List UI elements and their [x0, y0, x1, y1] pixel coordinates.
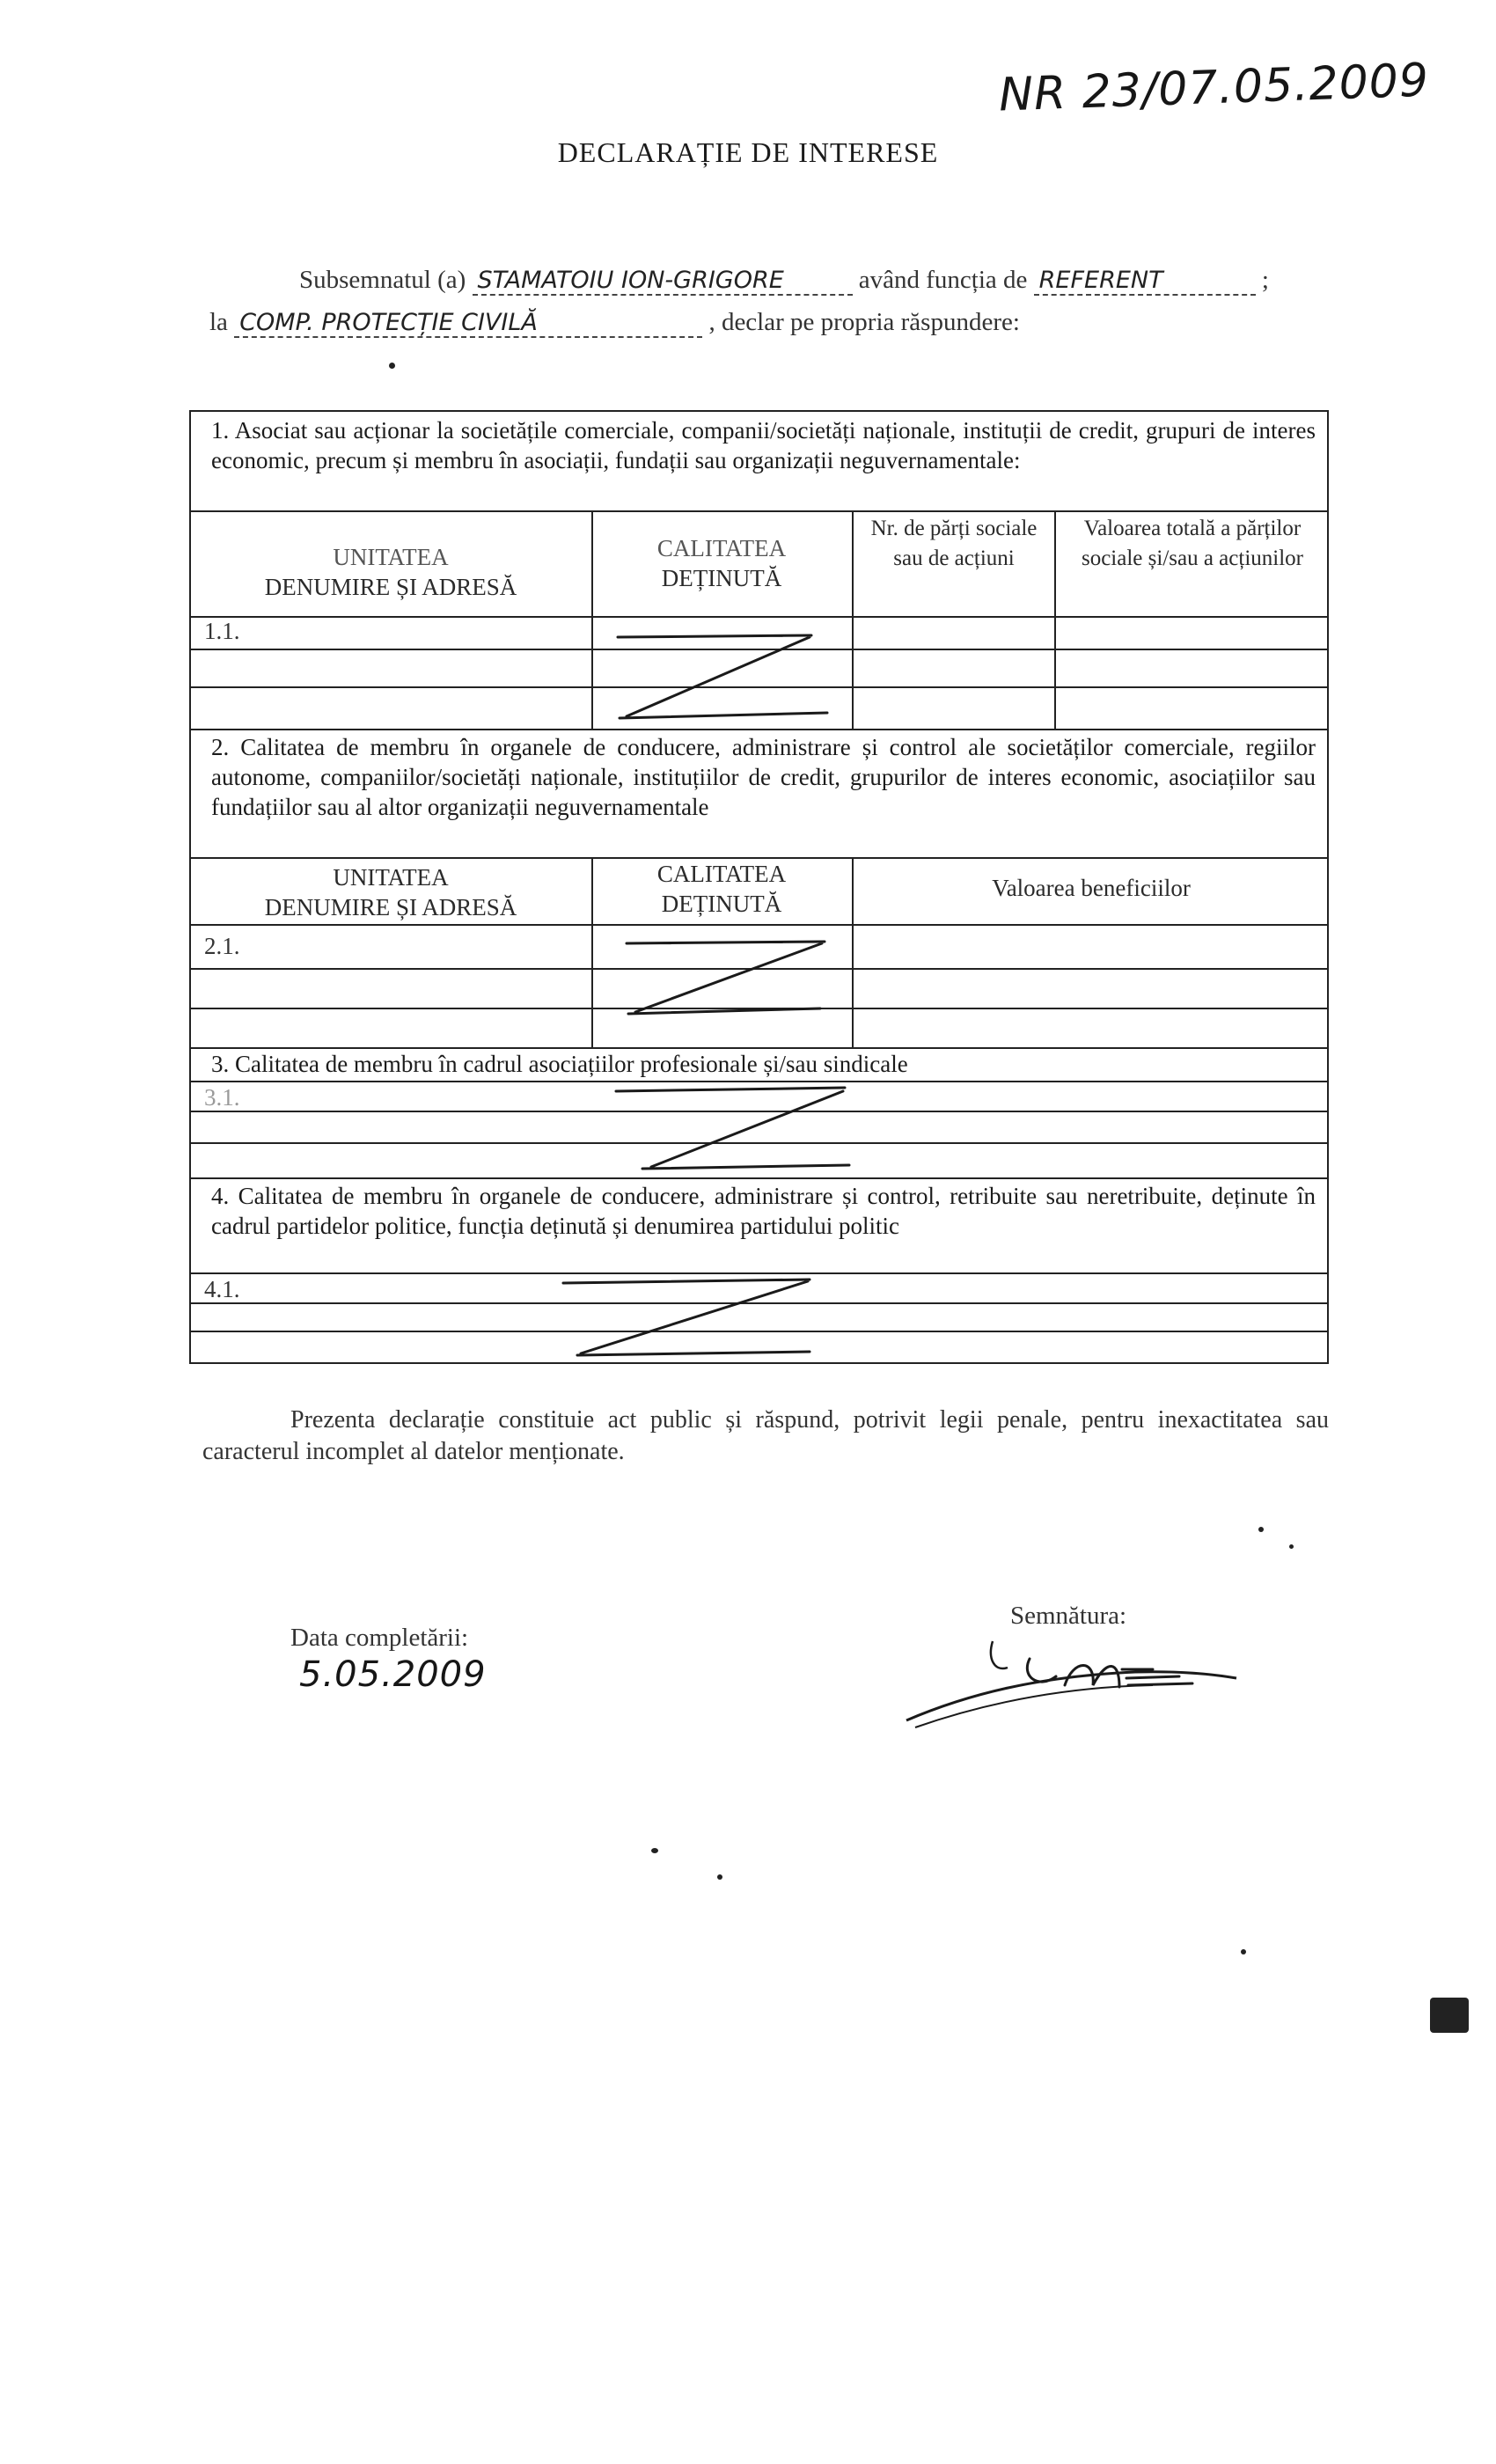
s4-crossed-out-mark	[546, 1267, 836, 1364]
s4-row-label: 4.1.	[204, 1276, 240, 1302]
s1-col-valoarea: Valoarea totală a părților sociale și/sau a acțiunilor	[1081, 517, 1303, 570]
subsemnatul-label: Subsemnatul (a)	[299, 266, 466, 294]
s1-col-calitatea: CALITATEA DEȚINUTĂ	[656, 535, 787, 591]
intro-line-2	[209, 308, 1020, 338]
signature-label: Semnătura:	[1010, 1602, 1127, 1630]
declar-label: , declar pe propria răspundere:	[708, 308, 1020, 336]
s1-col-nr-parti: Nr. de părți sociale sau de acțiuni	[870, 517, 1038, 570]
section-1-text: 1. Asociat sau acționar la societățile comerciale, companii/societăți naționale, instituții de credit, grupuri de interes economic, precum și membru în asociații, fundații sau organizații neguvernamentale:	[211, 417, 1316, 473]
s3-crossed-out-mark	[598, 1082, 862, 1179]
date-label: Data completării:	[290, 1624, 469, 1652]
section-2-text: 2. Calitatea de membru în organele de conducere, administrare și control ale societăților comerciale, regiilor autonome, companiilor/societăți naționale, instituțiilor de credit, grupurilor de interes economic, asociațiilor sau fundațiilor sau al altor organizații neguvernamentale	[211, 734, 1316, 820]
document-title: DECLARAȚIE DE INTERESE	[557, 136, 939, 168]
la-label: la	[209, 308, 228, 336]
declarant-institution: COMP. PROTECȚIE CIVILĂ	[234, 309, 702, 338]
date-value: 5.05.2009	[299, 1654, 487, 1695]
s2-col-unitatea: UNITATEA DENUMIRE ȘI ADRESĂ	[264, 864, 517, 920]
section-3-text: 3. Calitatea de membru în cadrul asociațiilor profesionale și/sau sindicale	[211, 1051, 908, 1077]
signature-image	[889, 1624, 1258, 1738]
s1-row-label: 1.1.	[204, 618, 240, 644]
s1-crossed-out-mark	[591, 625, 852, 729]
functia-label: având funcția de	[858, 266, 1028, 294]
declarant-name: STAMATOIU ION-GRIGORE	[473, 267, 853, 296]
s3-row-label: 3.1.	[204, 1084, 240, 1111]
s2-col-valoarea-beneficiilor: Valoarea beneficiilor	[992, 875, 1191, 901]
declarant-function: REFERENT	[1034, 267, 1256, 296]
s2-row-label: 2.1.	[204, 933, 240, 959]
legal-statement: Prezenta declarație constituie act public și răspund, potrivit legii penale, pentru inexactitatea sau caracterul incomplet al datelor menționate.	[202, 1406, 1329, 1465]
s2-col-calitatea: CALITATEA DEȚINUTĂ	[656, 861, 787, 917]
intro-line-1: Subsemnatul (a) STAMATOIU ION-GRIGORE având funcția de REFERENT ;	[299, 266, 1269, 294]
registration-number: NR 23/07.05.2009	[998, 54, 1430, 122]
s2-crossed-out-mark	[591, 933, 852, 1021]
section-4-text: 4. Calitatea de membru în organele de conducere, administrare și control, retribuite sau neretribuite, deținute în cadrul partidelor politice, funcția deținută și denumirea partidului politic	[211, 1183, 1316, 1239]
s1-col-unitatea: UNITATEA DENUMIRE ȘI ADRESĂ	[264, 544, 517, 600]
